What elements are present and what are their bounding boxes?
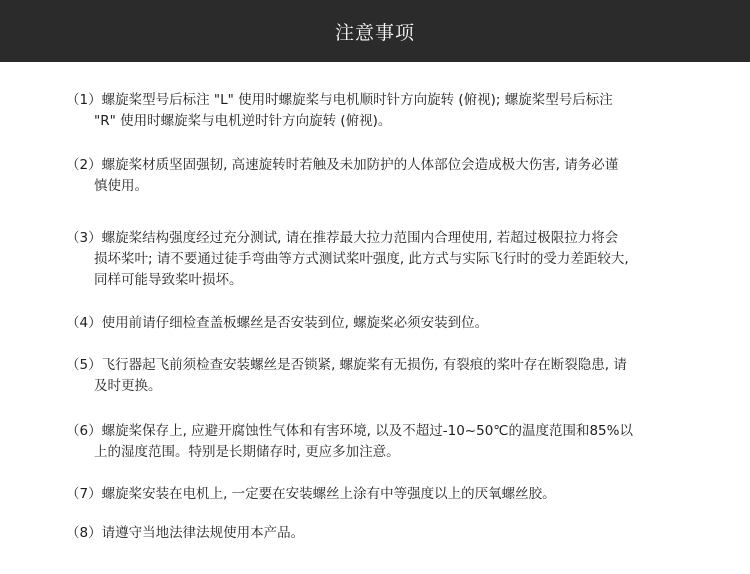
note-1 [66,90,706,132]
note-line: "R" 使用时螺旋桨与电机逆时针方向旋转 (俯视)。 [94,113,392,129]
page-title: 注意事项 [334,21,415,44]
note-line: （2）螺旋桨材质坚固强韧, 高速旋转时若触及未加防护的人体部位会造成极大伤害, 请务必谨 [66,157,619,173]
note-line: 上的湿度范围。特别是长期储存时, 更应多加注意。 [94,444,400,460]
note-5 [66,355,706,397]
note-line: （3）螺旋桨结构强度经过充分测试, 请在推荐最大拉力范围内合理使用, 若超过极限拉力将会 [66,230,619,246]
note-2 [66,155,706,197]
note-line: 慎使用。 [94,178,148,194]
note-line: （8）请遵守当地法律法规使用本产品。 [66,525,305,541]
note-line: （1）螺旋桨型号后标注 "L" 使用时螺旋桨与电机顺时针方向旋转 (俯视); 螺旋桨型号后标注 [66,92,613,108]
note-8 [66,523,706,544]
note-line: （6）螺旋桨保存上, 应避开腐蚀性气体和有害环境, 以及不超过-10~50℃的温度范围和85%以 [66,423,633,439]
note-6 [66,421,706,463]
note-4 [66,313,706,334]
note-line: （5）飞行器起飞前须检查安装螺丝是否锁紧, 螺旋桨有无损伤, 有裂痕的桨叶存在断裂隐患, 请 [66,357,627,373]
note-line: （7）螺旋桨安装在电机上, 一定要在安装螺丝上涂有中等强度以上的厌氧螺丝胶。 [66,486,556,502]
note-7 [66,484,706,505]
note-line: 同样可能导致桨叶损坏。 [94,272,243,288]
note-line: 损坏桨叶; 请不要通过徒手弯曲等方式测试桨叶强度, 此方式与实际飞行时的受力差距较大, [94,251,629,267]
page-header [0,0,750,62]
note-line: 及时更换。 [94,378,162,394]
note-line: （4）使用前请仔细检查盖板螺丝是否安装到位, 螺旋桨必须安装到位。 [66,315,489,331]
note-3 [66,228,706,291]
